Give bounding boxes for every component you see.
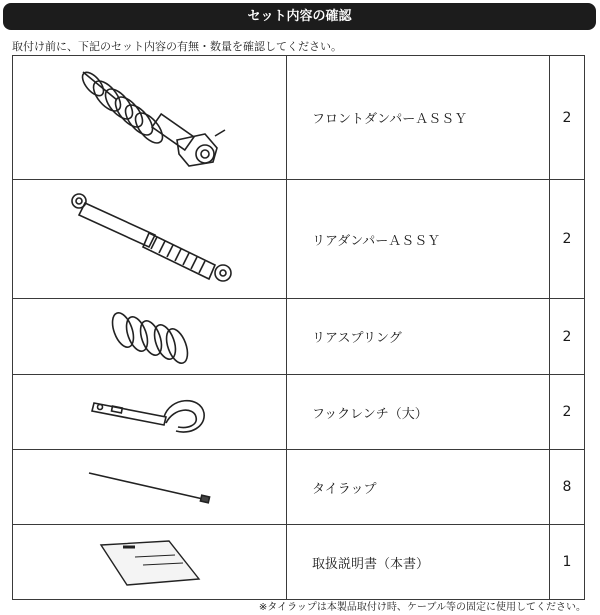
image-cell bbox=[13, 56, 287, 180]
image-cell bbox=[13, 375, 287, 450]
rear-damper-icon bbox=[65, 189, 235, 289]
page-header bbox=[3, 3, 596, 30]
item-qty-cell: 2 bbox=[550, 375, 585, 450]
intro-text: 取付け前に、下記のセット内容の有無・数量を確認してください。 bbox=[12, 40, 342, 53]
image-cell bbox=[13, 299, 287, 375]
front-damper-icon bbox=[65, 62, 235, 174]
item-qty-cell: 1 bbox=[550, 525, 585, 600]
hook-wrench-icon bbox=[90, 387, 210, 437]
item-qty-cell: 2 bbox=[550, 299, 585, 375]
manual-icon bbox=[95, 537, 205, 587]
image-cell bbox=[13, 450, 287, 525]
table-row bbox=[13, 525, 585, 600]
tie-wrap-icon bbox=[85, 467, 215, 507]
rear-spring-icon bbox=[105, 306, 195, 368]
header-title: セット内容の確認 bbox=[247, 9, 352, 24]
image-cell bbox=[13, 180, 287, 299]
item-qty-cell: 2 bbox=[550, 180, 585, 299]
item-name-cell: リアスプリング bbox=[287, 299, 550, 375]
item-name-cell: タイラップ bbox=[287, 450, 550, 525]
table-row bbox=[13, 450, 585, 525]
table-row bbox=[13, 299, 585, 375]
image-cell bbox=[13, 525, 287, 600]
table-row bbox=[13, 375, 585, 450]
item-name-cell: フックレンチ（大） bbox=[287, 375, 550, 450]
item-name-cell: 取扱説明書（本書） bbox=[287, 525, 550, 600]
table-row bbox=[13, 180, 585, 299]
table-row bbox=[13, 56, 585, 180]
footnote: ※タイラップは本製品取付け時、ケーブル等の固定に使用してください。 bbox=[258, 602, 586, 613]
item-name-cell: リアダンパーＡＳＳＹ bbox=[287, 180, 550, 299]
item-qty-cell: 8 bbox=[550, 450, 585, 525]
item-name-cell: フロントダンパーＡＳＳＹ bbox=[287, 56, 550, 180]
contents-table bbox=[12, 55, 585, 600]
item-qty-cell: 2 bbox=[550, 56, 585, 180]
